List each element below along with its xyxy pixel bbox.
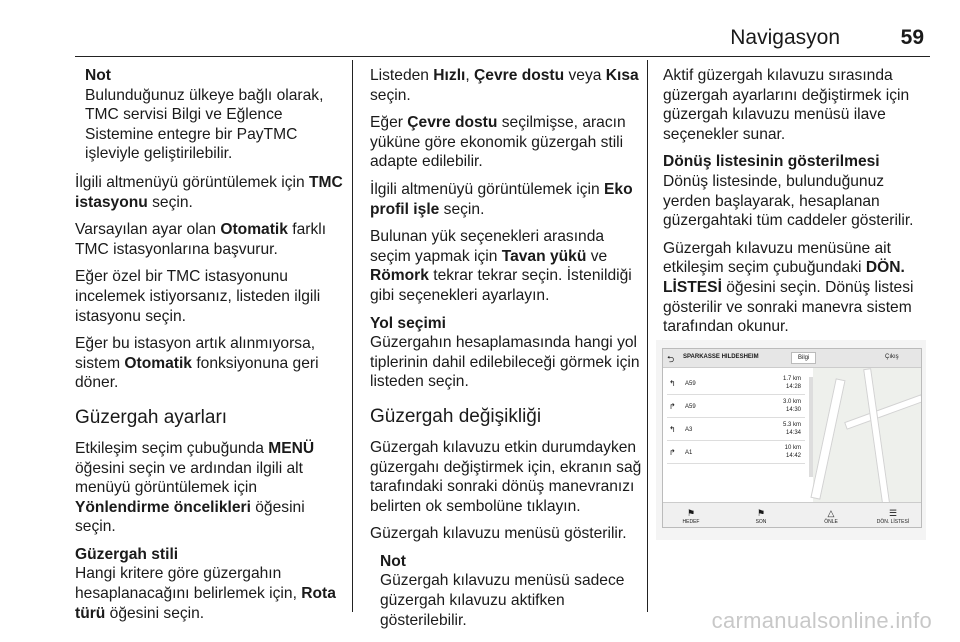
paragraph: Varsayılan ayar olan Otomatik farklı TMC istasyonlarına başvurur. <box>75 221 327 258</box>
turn-arrow-icon: ↱ <box>669 402 676 411</box>
column-2 <box>370 66 642 639</box>
note-title: Not <box>380 552 406 570</box>
paragraph: Eğer özel bir TMC istasyonunu incelemek istiyorsanız, listeden ilgili istasyonu seçin. <box>75 268 321 325</box>
page-header <box>0 26 960 56</box>
map-view[interactable] <box>813 368 921 503</box>
watermark: carmanualsonline.info <box>711 608 932 633</box>
column-divider <box>352 60 353 612</box>
destination-button[interactable]: ⚑ HEDEF <box>671 508 711 525</box>
heading-route-change: Güzergah değişikliği <box>370 405 542 427</box>
column-3 <box>663 66 935 345</box>
paragraph: İlgili altmenüyü görüntülemek için TMC istasyonu seçin. <box>75 173 343 211</box>
header-rule <box>75 56 930 57</box>
paragraph: Hangi kritere göre güzergahın hesaplanacağını belirlemek için, Rota türü öğesini seçin. <box>75 565 336 622</box>
list-item[interactable]: ↰ A3 5.3 km 14:34 <box>667 420 805 441</box>
note-text: Güzergah kılavuzu menüsü sadece güzergah kılavuzu aktifken gösterilebilir. <box>380 572 625 629</box>
exit-button[interactable]: Çıkış <box>885 354 899 360</box>
turn-arrow-icon: ↰ <box>669 425 676 434</box>
list-icon: ☰ <box>888 508 898 518</box>
paragraph: İlgili altmenüyü görüntülemek için Eko profil işle seçin. <box>370 180 633 218</box>
column-1 <box>75 66 347 631</box>
turn-arrow-icon: ↰ <box>669 379 676 388</box>
subheading-road-selection: Yol seçimi <box>370 314 446 332</box>
flag-icon: ⚑ <box>756 508 766 518</box>
road-icon: △ <box>827 508 835 518</box>
avoid-button[interactable]: △ ÖNLE <box>811 508 851 525</box>
paragraph: Eğer Çevre dostu seçilmişse, aracın yüküne göre ekonomik güzergah stili adapte edilebilir. <box>370 114 626 171</box>
subheading-route-style: Güzergah stili <box>75 545 179 563</box>
section-title: Navigasyon <box>730 26 840 49</box>
paragraph: Bulunan yük seçenekleri arasında seçim yapmak için Tavan yükü ve Römork tekrar tekrar seçin. İstenildiği gibi seçenekleri ayarlayın. <box>370 228 632 304</box>
heading-route-settings: Güzergah ayarları <box>75 406 228 428</box>
map-road <box>844 394 922 430</box>
destination-name: SPARKASSE HILDESHEIM <box>683 354 759 360</box>
turn-list <box>663 368 813 503</box>
note-box <box>370 552 642 630</box>
map-road <box>810 378 845 499</box>
last-button[interactable]: ⚑ SON <box>741 508 781 525</box>
page-number: 59 <box>900 26 924 49</box>
turn-list-button[interactable]: ☰ DÖN. LİSTESİ <box>873 508 913 525</box>
map-road <box>863 368 891 510</box>
interaction-bar <box>663 502 921 527</box>
navigation-screenshot <box>656 340 926 540</box>
paragraph: Listeden Hızlı, Çevre dostu veya Kısa seçin. <box>370 67 639 104</box>
list-item[interactable]: ↰ A59 1.7 km 14:28 <box>667 374 805 395</box>
note-title: Not <box>85 67 111 84</box>
paragraph: Eğer bu istasyon artık alınmıyorsa, sistem Otomatik fonksiyonuna geri döner. <box>75 335 319 392</box>
paragraph: Aktif güzergah kılavuzu sırasında güzergah ayarlarını değiştirmek için güzergah kılavuzu menüsü ilave seçenekler sunar. <box>663 67 910 143</box>
back-icon[interactable]: ⮌ <box>667 354 675 364</box>
turn-arrow-icon: ↱ <box>669 448 676 457</box>
column-divider <box>647 60 648 612</box>
paragraph: Güzergah kılavuzu menüsü gösterilir. <box>370 525 627 543</box>
paragraph: Dönüş listesinde, bulunduğunuz yerden başlayarak, hesaplanan güzergahtaki tüm caddeler gösterilir. <box>663 172 914 230</box>
paragraph: Etkileşim seçim çubuğunda MENÜ öğesini seçin ve ardından ilgili alt menüyü görüntülemek için Yönlendirme öncelikleri öğesini seçin. <box>75 439 315 536</box>
paragraph: Güzergah kılavuzu etkin durumdayken güzergahı değiştirmek için, ekranın sağ tarafındaki sonraki dönüş manevranızı belirten ok sembolüne tıklayın. <box>370 438 642 515</box>
note-text: Bulunduğunuz ülkeye bağlı olarak, TMC servisi Bilgi ve Eğlence Sistemine entegre bir PayTMC işleviyle geliştirilebilir. <box>85 86 324 163</box>
paragraph: Güzergah kılavuzu menüsüne ait etkileşim seçim çubuğundaki DÖN. LİSTESİ öğesini seçin. Dönüş listesi gösterilir ve sonraki manevra sistem tarafından okunur. <box>663 239 914 336</box>
paragraph: Güzergahın hesaplamasında hangi yol tiplerinin dahil edilebileceği görmek için listeden seçin. <box>370 334 640 391</box>
flag-icon: ⚑ <box>686 508 696 518</box>
nav-top-bar <box>663 349 921 368</box>
note-box <box>75 66 347 164</box>
list-item[interactable]: ↱ A59 3.0 km 14:30 <box>667 397 805 418</box>
list-item[interactable]: ↱ A1 10 km 14:42 <box>667 443 805 464</box>
subheading-turn-list: Dönüş listesinin gösterilmesi <box>663 153 880 171</box>
info-button[interactable]: Bilgi <box>791 352 816 364</box>
nav-screen <box>662 348 922 528</box>
